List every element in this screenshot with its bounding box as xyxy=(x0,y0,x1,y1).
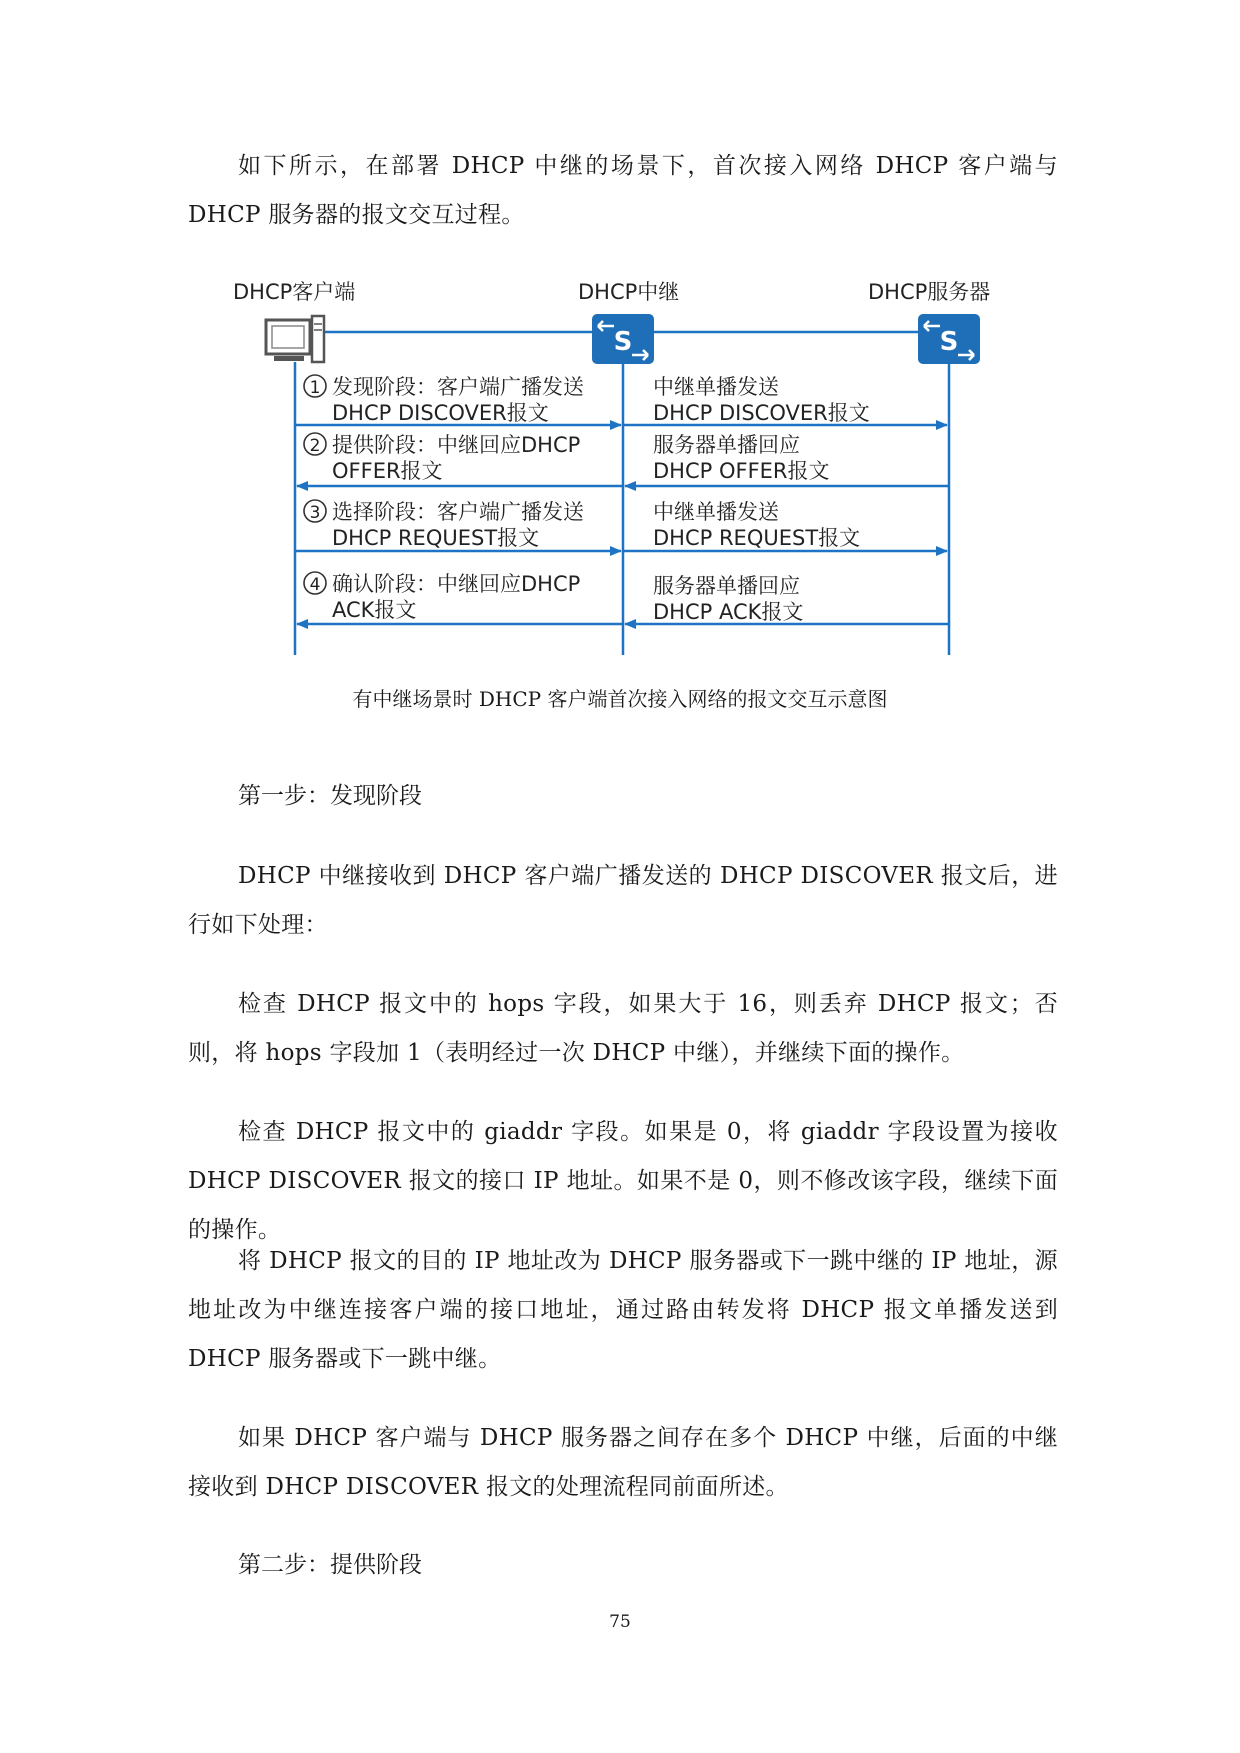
client-label: DHCP客户端 xyxy=(233,280,356,304)
paragraph-hops-check: 检查 DHCP 报文中的 hops 字段，如果大于 16，则丢弃 DHCP 报文；否则，将 hops 字段加 1（表明经过一次 DHCP 中继），并继续下面的操作。 xyxy=(188,991,1058,1066)
phase-2-right-line2: DHCP OFFER报文 xyxy=(653,459,830,483)
phase-1-right-line1: 中继单播发送 xyxy=(653,375,779,399)
phase-1-left-line1: 发现阶段：客户端广播发送 xyxy=(332,375,584,399)
phase-2-right-line1: 服务器单播回应 xyxy=(653,433,800,457)
server-switch-glyph: S xyxy=(939,327,959,357)
dhcp-relay-sequence-diagram xyxy=(0,0,1240,700)
paragraph-unicast-forward: 将 DHCP 报文的目的 IP 地址改为 DHCP 服务器或下一跳中继的 IP 地址，源地址改为中继连接客户端的接口地址，通过路由转发将 DHCP 报文单播发送到 DHCP 服务器或下一跳中继。 xyxy=(188,1248,1058,1372)
server-switch-icon xyxy=(918,314,980,364)
step1-heading: 第一步：发现阶段 xyxy=(238,783,422,809)
phase-2-left-line1: 提供阶段：中继回应DHCP xyxy=(332,433,581,457)
phase-3-right-line2: DHCP REQUEST报文 xyxy=(653,526,861,550)
phase-3-right-line1: 中继单播发送 xyxy=(653,500,779,524)
phase-1-left-line2: DHCP DISCOVER报文 xyxy=(332,401,549,425)
phase-1-number: 1 xyxy=(309,378,321,398)
page-number: 75 xyxy=(609,1612,631,1632)
relay-switch-glyph: S xyxy=(613,327,633,357)
relay-switch-icon xyxy=(592,314,654,364)
step2-heading: 第二步：提供阶段 xyxy=(238,1552,422,1578)
server-label: DHCP服务器 xyxy=(868,280,991,304)
phase-4-left-line2: ACK报文 xyxy=(332,598,417,622)
paragraph-relay-discover: DHCP 中继接收到 DHCP 客户端广播发送的 DHCP DISCOVER 报文后，进行如下处理： xyxy=(188,863,1058,938)
phase-1-right-line2: DHCP DISCOVER报文 xyxy=(653,401,870,425)
figure-caption: 有中继场景时 DHCP 客户端首次接入网络的报文交互示意图 xyxy=(352,687,888,711)
phase-3-left-line2: DHCP REQUEST报文 xyxy=(332,526,540,550)
phase-4-number: 4 xyxy=(309,575,321,595)
paragraph-giaddr-check: 检查 DHCP 报文中的 giaddr 字段。如果是 0，将 giaddr 字段设置为接收 DHCP DISCOVER 报文的接口 IP 地址。如果不是 0，则不修改该字段，继续下面的操作。 xyxy=(188,1119,1058,1243)
phase-3 xyxy=(295,500,947,551)
phase-4-right-line1: 服务器单播回应 xyxy=(653,574,800,598)
phase-2-left-line2: OFFER报文 xyxy=(332,459,443,483)
phase-2-number: 2 xyxy=(309,436,321,456)
phase-4-right-line2: DHCP ACK报文 xyxy=(653,600,804,624)
client-computer-icon xyxy=(266,316,324,362)
phase-3-left-line1: 选择阶段：客户端广播发送 xyxy=(332,500,584,524)
paragraph-multi-relay: 如果 DHCP 客户端与 DHCP 服务器之间存在多个 DHCP 中继，后面的中继接收到 DHCP DISCOVER 报文的处理流程同前面所述。 xyxy=(188,1425,1058,1500)
phase-3-number: 3 xyxy=(309,503,321,523)
phase-1 xyxy=(295,375,947,425)
relay-label: DHCP中继 xyxy=(578,280,680,304)
intro-paragraph: 如下所示，在部署 DHCP 中继的场景下，首次接入网络 DHCP 客户端与 DHCP 服务器的报文交互过程。 xyxy=(188,153,1058,228)
phase-4-left-line1: 确认阶段：中继回应DHCP xyxy=(332,572,581,596)
